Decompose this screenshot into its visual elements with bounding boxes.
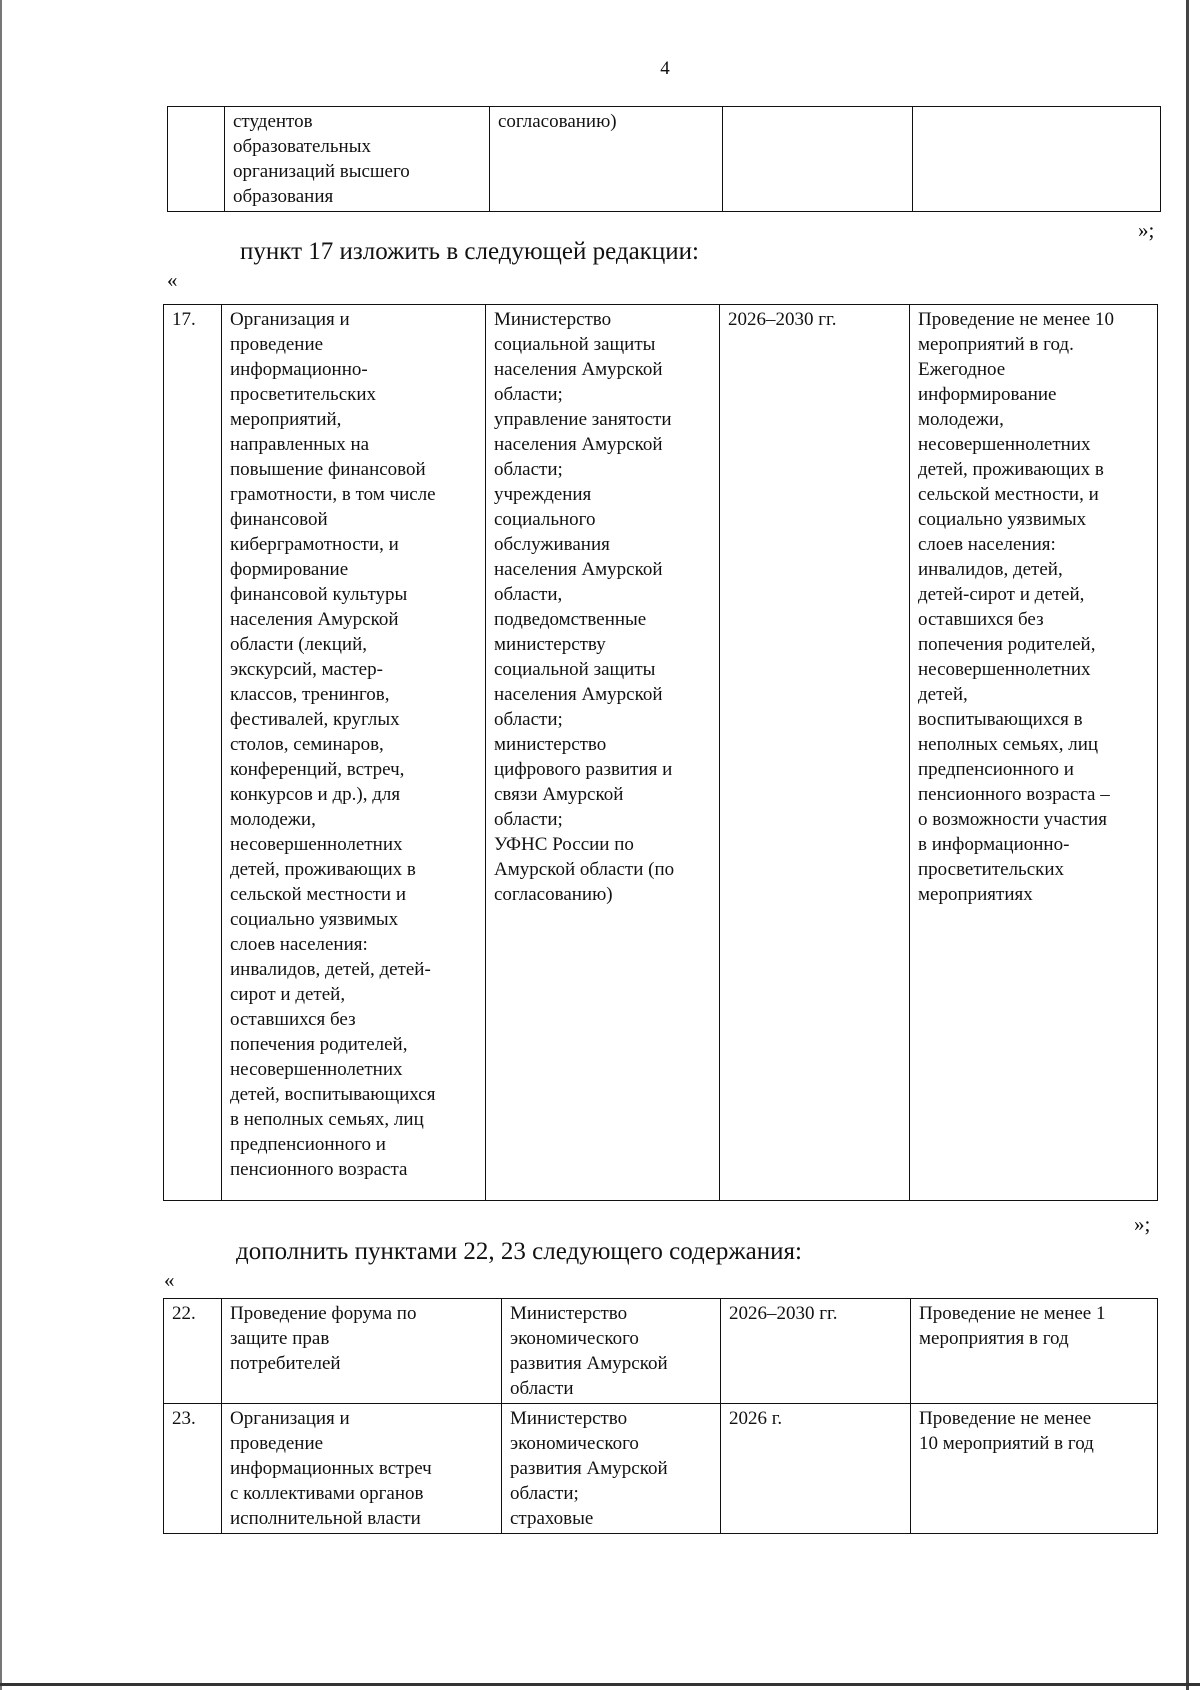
cell-line: образования (233, 186, 334, 207)
cell-executors (502, 1299, 721, 1404)
cell-line: оставшихся без (918, 609, 1044, 630)
cell-line: несовершеннолетних (230, 834, 403, 855)
cell-line: информационно- (230, 359, 368, 380)
cell-line: предпенсионного и (230, 1134, 386, 1155)
cell-line: молодежи, (230, 809, 316, 830)
cell-line: проведение (230, 334, 324, 355)
cell-line: просветительских (230, 384, 377, 405)
cell-activity (222, 1299, 502, 1404)
instruction-2: дополнить пунктами 22, 23 следующего содержания: (236, 1238, 802, 1265)
cell-line: учреждения (494, 484, 592, 505)
cell-line: подведомственные (494, 609, 647, 630)
cell-line: пенсионного возраста (230, 1159, 408, 1180)
cell-line: Проведение не менее 10 (918, 309, 1114, 330)
cell-line: области; (494, 809, 563, 830)
cell-line: социально уязвимых (230, 909, 399, 930)
cell-line: области, (494, 584, 563, 605)
cell-line: Министерство (510, 1303, 628, 1324)
cell-line: министерство (494, 734, 607, 755)
cell-line: Проведение форума по (230, 1303, 417, 1324)
cell-line: молодежи, (918, 409, 1004, 430)
cell-line: Организация и (230, 1408, 350, 1429)
cell-executors (486, 305, 720, 1201)
cell-number: 23. (164, 1404, 222, 1534)
cell-line: в неполных семьях, лиц (230, 1109, 424, 1130)
table-continuation (167, 106, 1161, 212)
cell-line: детей, проживающих в (918, 459, 1104, 480)
table-item-17 (163, 304, 1158, 1201)
table-items-22-23 (163, 1298, 1158, 1534)
cell-number (168, 107, 225, 212)
cell-line: 2026 г. (729, 1408, 783, 1429)
cell-result (911, 1299, 1158, 1404)
cell-line: просветительских (918, 859, 1065, 880)
cell-line: развития Амурской (510, 1353, 668, 1374)
cell-period (721, 1404, 911, 1534)
cell-line: экономического (510, 1328, 639, 1349)
cell-line: Амурской области (по (494, 859, 675, 880)
cell-line: попечения родителей, (918, 634, 1096, 655)
cell-line: Проведение не менее 1 (919, 1303, 1106, 1324)
cell-line: Министерство (510, 1408, 628, 1429)
cell-line: проведение (230, 1433, 324, 1454)
scan-edge-right (1186, 0, 1189, 1690)
cell-line: направленных на (230, 434, 370, 455)
cell-line: конкурсов и др.), для (230, 784, 401, 805)
cell-line: организаций высшего (233, 161, 410, 182)
scan-edge-left (0, 0, 2, 1690)
cell-activity (222, 305, 486, 1201)
cell-line: населения Амурской (494, 359, 663, 380)
cell-line: сельской местности, и (918, 484, 1099, 505)
cell-line: области; (510, 1483, 579, 1504)
instruction-1: пункт 17 изложить в следующей редакции: (240, 238, 699, 265)
cell-line: управление занятости (494, 409, 672, 430)
cell-line: социальной защиты (494, 659, 656, 680)
cell-line: сельской местности и (230, 884, 406, 905)
cell-line: инвалидов, детей, детей- (230, 959, 431, 980)
cell-line: информирование (918, 384, 1057, 405)
cell-line: повышение финансовой (230, 459, 426, 480)
cell-line: области; (494, 709, 563, 730)
cell-line: социального (494, 509, 596, 530)
cell-line: грамотности, в том числе (230, 484, 436, 505)
table-row (164, 305, 1158, 1201)
open-quote-1: « (167, 268, 178, 292)
cell-line: области (510, 1378, 574, 1399)
cell-line: мероприятий в год. (918, 334, 1074, 355)
cell-line: страховые (510, 1508, 594, 1529)
cell-line: министерству (494, 634, 606, 655)
cell-result (913, 107, 1161, 212)
cell-line: развития Амурской (510, 1458, 668, 1479)
cell-line: защите прав (230, 1328, 330, 1349)
cell-activity (225, 107, 490, 212)
cell-line: населения Амурской (494, 559, 663, 580)
cell-line: детей-сирот и детей, (918, 584, 1085, 605)
cell-line: несовершеннолетних (230, 1059, 403, 1080)
cell-line: населения Амурской (494, 434, 663, 455)
cell-line: Ежегодное (918, 359, 1006, 380)
cell-line: социальной защиты (494, 334, 656, 355)
cell-line: населения Амурской (494, 684, 663, 705)
close-quote-2: »; (1134, 1212, 1151, 1236)
cell-line: населения Амурской (230, 609, 399, 630)
cell-line: слоев населения: (230, 934, 368, 955)
cell-line: классов, тренингов, (230, 684, 390, 705)
cell-line: формирование (230, 559, 349, 580)
page-number: 4 (660, 58, 670, 79)
cell-line: мероприятий, (230, 409, 342, 430)
cell-result (910, 305, 1158, 1201)
table-row (164, 1299, 1158, 1404)
cell-line: связи Амурской (494, 784, 624, 805)
table-row (168, 107, 1161, 212)
cell-line: исполнительной власти (230, 1508, 421, 1529)
cell-line: детей, воспитывающихся (230, 1084, 436, 1105)
cell-line: фестивалей, круглых (230, 709, 400, 730)
cell-line: Организация и (230, 309, 350, 330)
cell-line: мероприятия в год (919, 1328, 1069, 1349)
cell-line: образовательных (233, 136, 371, 157)
close-quote-1: »; (1138, 218, 1155, 242)
cell-line: области; (494, 384, 563, 405)
cell-executors (502, 1404, 721, 1534)
cell-line: финансовой культуры (230, 584, 408, 605)
cell-number: 17. (164, 305, 222, 1201)
cell-line: о возможности участия (918, 809, 1107, 830)
scan-edge-bottom (0, 1683, 1200, 1686)
cell-line: несовершеннолетних (918, 434, 1091, 455)
cell-line: экскурсий, мастер- (230, 659, 383, 680)
cell-line: конференций, встреч, (230, 759, 405, 780)
cell-result (911, 1404, 1158, 1534)
cell-line: детей, (918, 684, 968, 705)
cell-line: обслуживания (494, 534, 610, 555)
cell-period (723, 107, 913, 212)
cell-line: согласованию) (494, 884, 613, 905)
cell-line: воспитывающихся в (918, 709, 1083, 730)
cell-activity (222, 1404, 502, 1534)
cell-line: студентов (233, 111, 313, 132)
cell-line: потребителей (230, 1353, 341, 1374)
cell-line: предпенсионного и (918, 759, 1074, 780)
cell-line: сирот и детей, (230, 984, 346, 1005)
cell-line: попечения родителей, (230, 1034, 408, 1055)
cell-line: киберграмотности, и (230, 534, 399, 555)
cell-line: несовершеннолетних (918, 659, 1091, 680)
cell-line: УФНС России по (494, 834, 634, 855)
cell-line: 10 мероприятий в год (919, 1433, 1094, 1454)
cell-line: в информационно- (918, 834, 1070, 855)
cell-line: неполных семьях, лиц (918, 734, 1099, 755)
cell-period (721, 1299, 911, 1404)
cell-line: Министерство (494, 309, 612, 330)
cell-line: социально уязвимых (918, 509, 1087, 530)
cell-line: мероприятиях (918, 884, 1033, 905)
cell-line: согласованию) (498, 111, 617, 132)
cell-number: 22. (164, 1299, 222, 1404)
cell-line: финансовой (230, 509, 328, 530)
table-row (164, 1404, 1158, 1534)
cell-line: Проведение не менее (919, 1408, 1092, 1429)
cell-line: 2026–2030 гг. (729, 1303, 838, 1324)
cell-line: оставшихся без (230, 1009, 356, 1030)
open-quote-2: « (164, 1268, 175, 1292)
cell-line: области; (494, 459, 563, 480)
cell-line: с коллективами органов (230, 1483, 424, 1504)
cell-line: цифрового развития и (494, 759, 673, 780)
cell-line: слоев населения: (918, 534, 1056, 555)
cell-line: инвалидов, детей, (918, 559, 1063, 580)
cell-line: 2026–2030 гг. (728, 309, 837, 330)
cell-line: столов, семинаров, (230, 734, 384, 755)
cell-line: экономического (510, 1433, 639, 1454)
cell-period (720, 305, 910, 1201)
cell-line: области (лекций, (230, 634, 367, 655)
cell-line: пенсионного возраста – (918, 784, 1110, 805)
cell-line: информационных встреч (230, 1458, 432, 1479)
cell-executors (490, 107, 723, 212)
cell-line: детей, проживающих в (230, 859, 416, 880)
